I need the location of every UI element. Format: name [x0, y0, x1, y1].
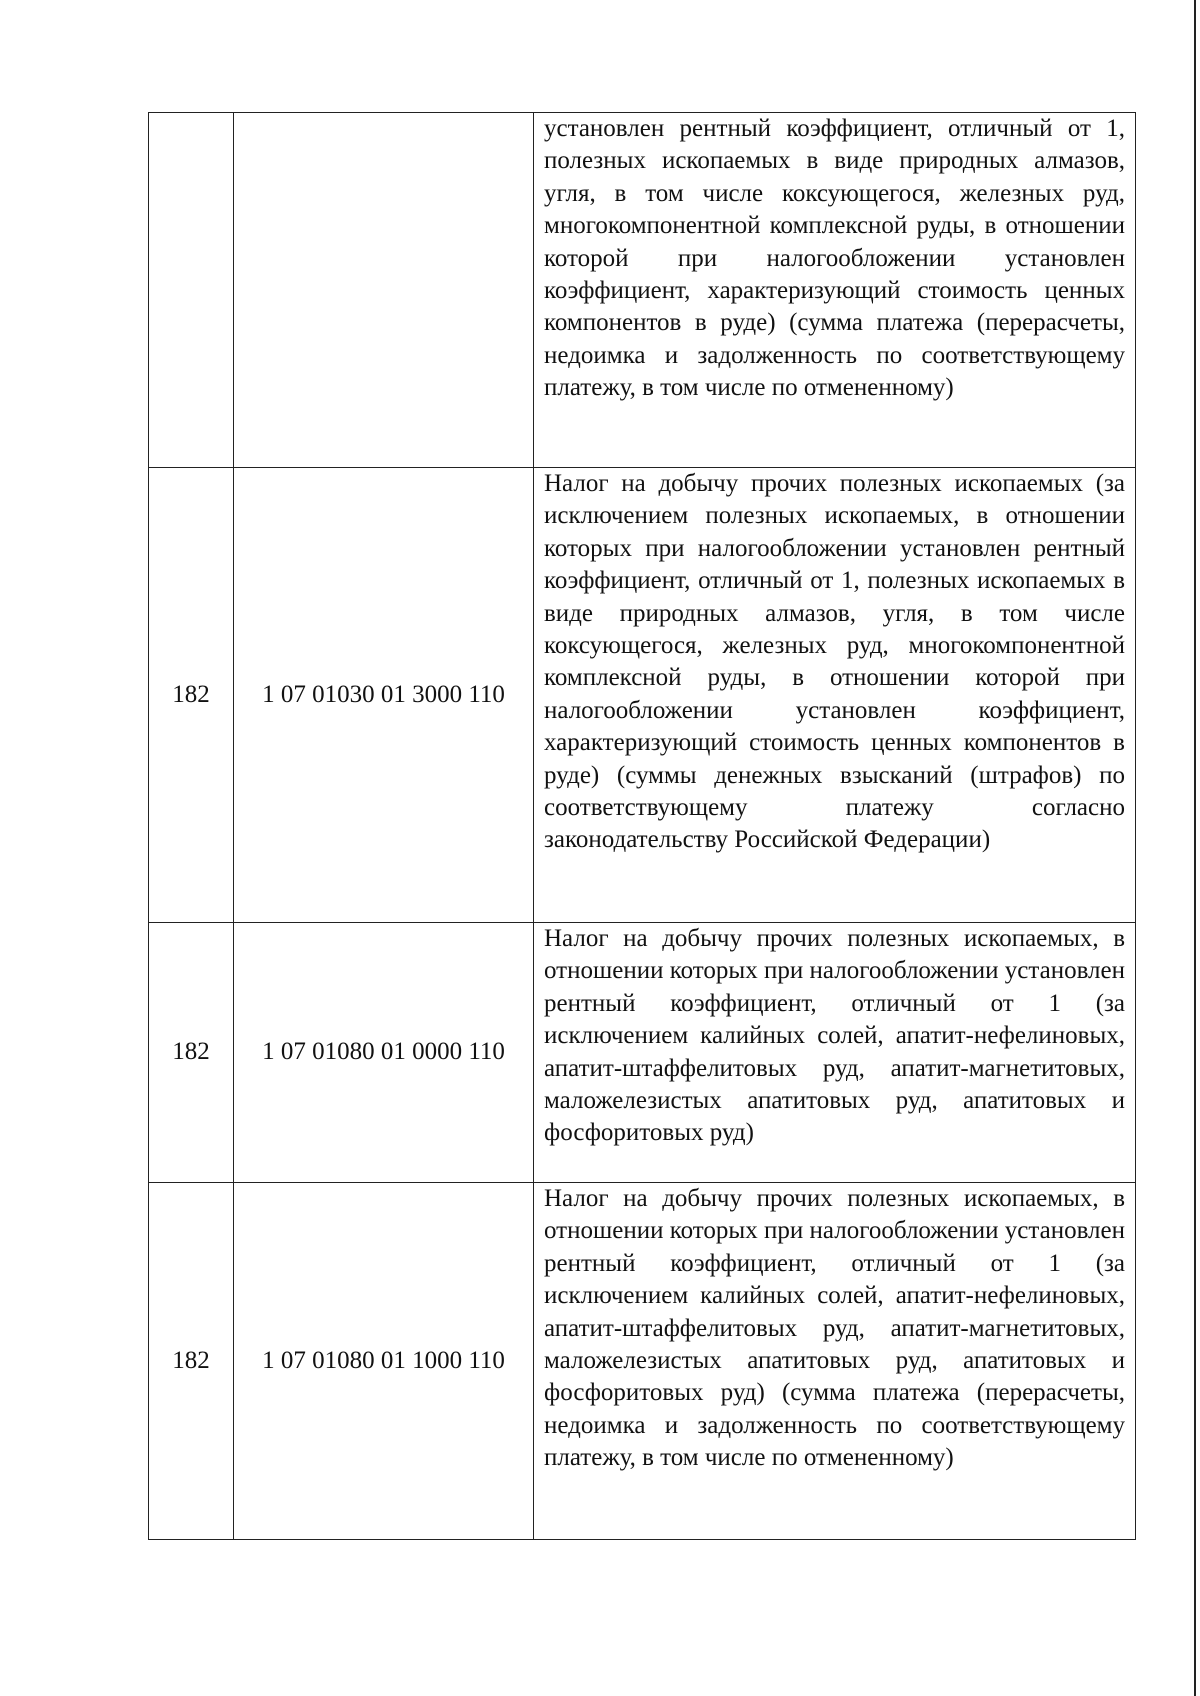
description-cell: Налог на добычу прочих полезных ископаемых, в отношении которых при налогообложении установлен рентный коэффициент, отличный от 1 (за исключением калийных солей, апатит-нефелиновых, апатит-штаффелитовых руд, апатит-магнетитовых, маложелезистых апатитовых руд, апатитовых и фосфоритовых руд): [534, 923, 1136, 1183]
admin-code-cell: 182: [149, 923, 234, 1183]
income-codes-table: [148, 112, 1136, 1540]
kbk-code-cell: [234, 113, 534, 468]
page-border: [1194, 0, 1196, 1696]
table-row: [149, 923, 1136, 1183]
kbk-code-cell: 1 07 01080 01 1000 110: [234, 1183, 534, 1540]
description-cell: Налог на добычу прочих полезных ископаемых, в отношении которых при налогообложении установлен рентный коэффициент, отличный от 1 (за исключением калийных солей, апатит-нефелиновых, апатит-штаффелитовых руд, апатит-магнетитовых, маложелезистых апатитовых руд, апатитовых и фосфоритовых руд) (сумма платежа (перерасчеты, недоимка и задолженность по соответствующему платежу, в том числе по отмененному): [534, 1183, 1136, 1540]
kbk-code-cell: 1 07 01080 01 0000 110: [234, 923, 534, 1183]
kbk-code-cell: 1 07 01030 01 3000 110: [234, 468, 534, 923]
admin-code-cell: [149, 113, 234, 468]
admin-code-cell: 182: [149, 468, 234, 923]
description-cell: установлен рентный коэффициент, отличный от 1, полезных ископаемых в виде природных алмазов, угля, в том числе коксующегося, железных руд, многокомпонентной комплексной руды, в отношении которой при налогообложении установлен коэффициент, характеризующий стоимость ценных компонентов в руде) (сумма платежа (перерасчеты, недоимка и задолженность по соответствующему платежу, в том числе по отмененному): [534, 113, 1136, 468]
admin-code-cell: 182: [149, 1183, 234, 1540]
description-cell: Налог на добычу прочих полезных ископаемых (за исключением полезных ископаемых, в отношении которых при налогообложении установлен рентный коэффициент, отличный от 1, полезных ископаемых в виде природных алмазов, угля, в том числе коксующегося, железных руд, многокомпонентной комплексной руды, в отношении которой при налогообложении установлен коэффициент, характеризующий стоимость ценных компонентов в руде) (суммы денежных взысканий (штрафов) по соответствующему платежу согласно законодательству Российской Федерации): [534, 468, 1136, 923]
table-row: [149, 1183, 1136, 1540]
table-row: [149, 468, 1136, 923]
table-row: [149, 113, 1136, 468]
